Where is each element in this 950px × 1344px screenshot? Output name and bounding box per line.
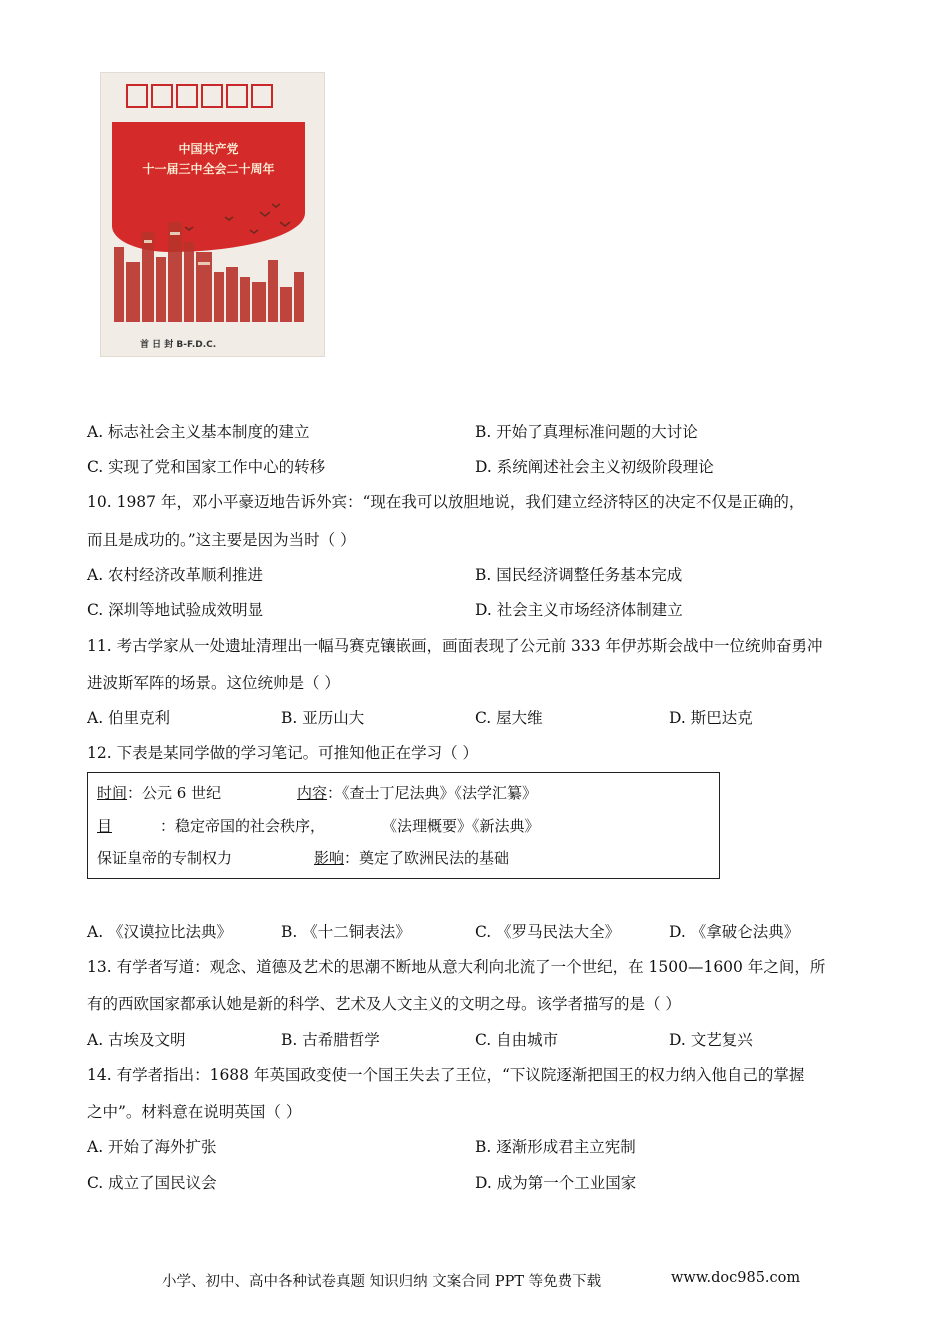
q10-option-c: C. 深圳等地试验成效明显 xyxy=(87,601,264,619)
note-purpose-label: 目 xyxy=(97,817,113,835)
note-content xyxy=(297,782,537,803)
envelope-title-line2: 十一届三中全会二十周年 xyxy=(142,162,275,176)
q14-option-c: C. 成立了国民议会 xyxy=(87,1174,217,1192)
q12-option-c: C. 《罗马民法大全》 xyxy=(475,923,621,941)
city-skyline-illustration xyxy=(100,72,325,357)
note-time xyxy=(97,782,221,803)
study-note-table xyxy=(87,772,720,879)
q9-option-a: A. 标志社会主义基本制度的建立 xyxy=(87,423,310,441)
q13-option-a: A. 古埃及文明 xyxy=(87,1031,186,1049)
q11-option-b: B. 亚历山大 xyxy=(281,709,365,727)
q13-option-c: C. 自由城市 xyxy=(475,1031,559,1049)
q11-option-d: D. 斯巴达克 xyxy=(669,709,753,727)
footer-url[interactable]: www.doc985.com xyxy=(671,1270,801,1286)
q14-option-b: B. 逐渐形成君主立宪制 xyxy=(475,1138,636,1156)
envelope-footer: 首 日 封 B-F.D.C. xyxy=(140,340,217,350)
q12-stem: 12. 下表是某同学做的学习笔记。可推知他正在学习（ ） xyxy=(87,744,479,762)
q14-option-d: D. 成为第一个工业国家 xyxy=(475,1174,637,1192)
footer-text: 小学、初中、高中各种试卷真题 知识归纳 文案合同 PPT 等免费下载 xyxy=(162,1274,602,1290)
q11-stem-line1: 11. 考古学家从一处遗址清理出一幅马赛克镶嵌画，画面表现了公元前 333 年伊苏斯会战中一位统帅奋勇冲 xyxy=(87,637,823,655)
q13-option-b: B. 古希腊哲学 xyxy=(281,1031,380,1049)
q10-option-b: B. 国民经济调整任务基本完成 xyxy=(475,566,683,584)
note-time-value: ：公元 6 世纪 xyxy=(127,784,222,802)
note-content-value2: 《法理概要》《新法典》 xyxy=(382,817,540,835)
q12-option-b: B. 《十二铜表法》 xyxy=(281,923,411,941)
q9-option-b: B. 开始了真理标准问题的大讨论 xyxy=(475,423,698,441)
note-impact xyxy=(314,847,509,868)
q11-stem-line2: 进波斯军阵的场景。这位统帅是（ ） xyxy=(87,674,340,692)
q10-stem-line2: 而且是成功的。”这主要是因为当时（ ） xyxy=(87,531,356,549)
note-impact-label: 影响 xyxy=(314,849,345,867)
q14-option-a: A. 开始了海外扩张 xyxy=(87,1138,217,1156)
q13-option-d: D. 文艺复兴 xyxy=(669,1031,753,1049)
q11-option-a: A. 伯里克利 xyxy=(87,709,171,727)
note-content-label: 内容 xyxy=(297,784,328,802)
note-purpose-value2: 保证皇帝的专制权力 xyxy=(97,849,233,867)
q13-stem-line2: 有的西欧国家都承认她是新的科学、艺术及人文主义的文明之母。该学者描写的是（ ） xyxy=(87,995,681,1013)
envelope-title-line1: 中国共产党 xyxy=(178,142,239,156)
first-day-cover-image xyxy=(100,72,325,357)
q9-option-c: C. 实现了党和国家工作中心的转移 xyxy=(87,458,326,476)
note-impact-value: ：奠定了欧洲民法的基础 xyxy=(344,849,510,867)
q10-option-d: D. 社会主义市场经济体制建立 xyxy=(475,601,683,619)
q10-stem-line1: 10. 1987 年，邓小平豪迈地告诉外宾：“现在我可以放胆地说，我们建立经济特区的决定不仅是正确的， xyxy=(87,493,805,511)
note-time-label: 时间 xyxy=(97,784,128,802)
q9-option-d: D. 系统阐述社会主义初级阶段理论 xyxy=(475,458,714,476)
q14-stem-line2: 之中”。材料意在说明英国（ ） xyxy=(87,1103,302,1121)
note-purpose-value: ：稳定帝国的社会秩序， xyxy=(160,817,326,835)
note-content-value: ：《查士丁尼法典》《法学汇纂》 xyxy=(327,784,538,802)
q12-option-a: A. 《汉谟拉比法典》 xyxy=(87,923,233,941)
q11-option-c: C. 屋大维 xyxy=(475,709,543,727)
q13-stem-line1: 13. 有学者写道：观念、道德及艺术的思潮不断地从意大利向北流了一个世纪，在 1500—1600 年之间，所 xyxy=(87,958,826,976)
q10-option-a: A. 农村经济改革顺利推进 xyxy=(87,566,264,584)
q14-stem-line1: 14. 有学者指出：1688 年英国政变使一个国王失去了王位，“下议院逐渐把国王的权力纳入他自己的掌握 xyxy=(87,1066,805,1084)
q12-option-d: D. 《拿破仑法典》 xyxy=(669,923,800,941)
